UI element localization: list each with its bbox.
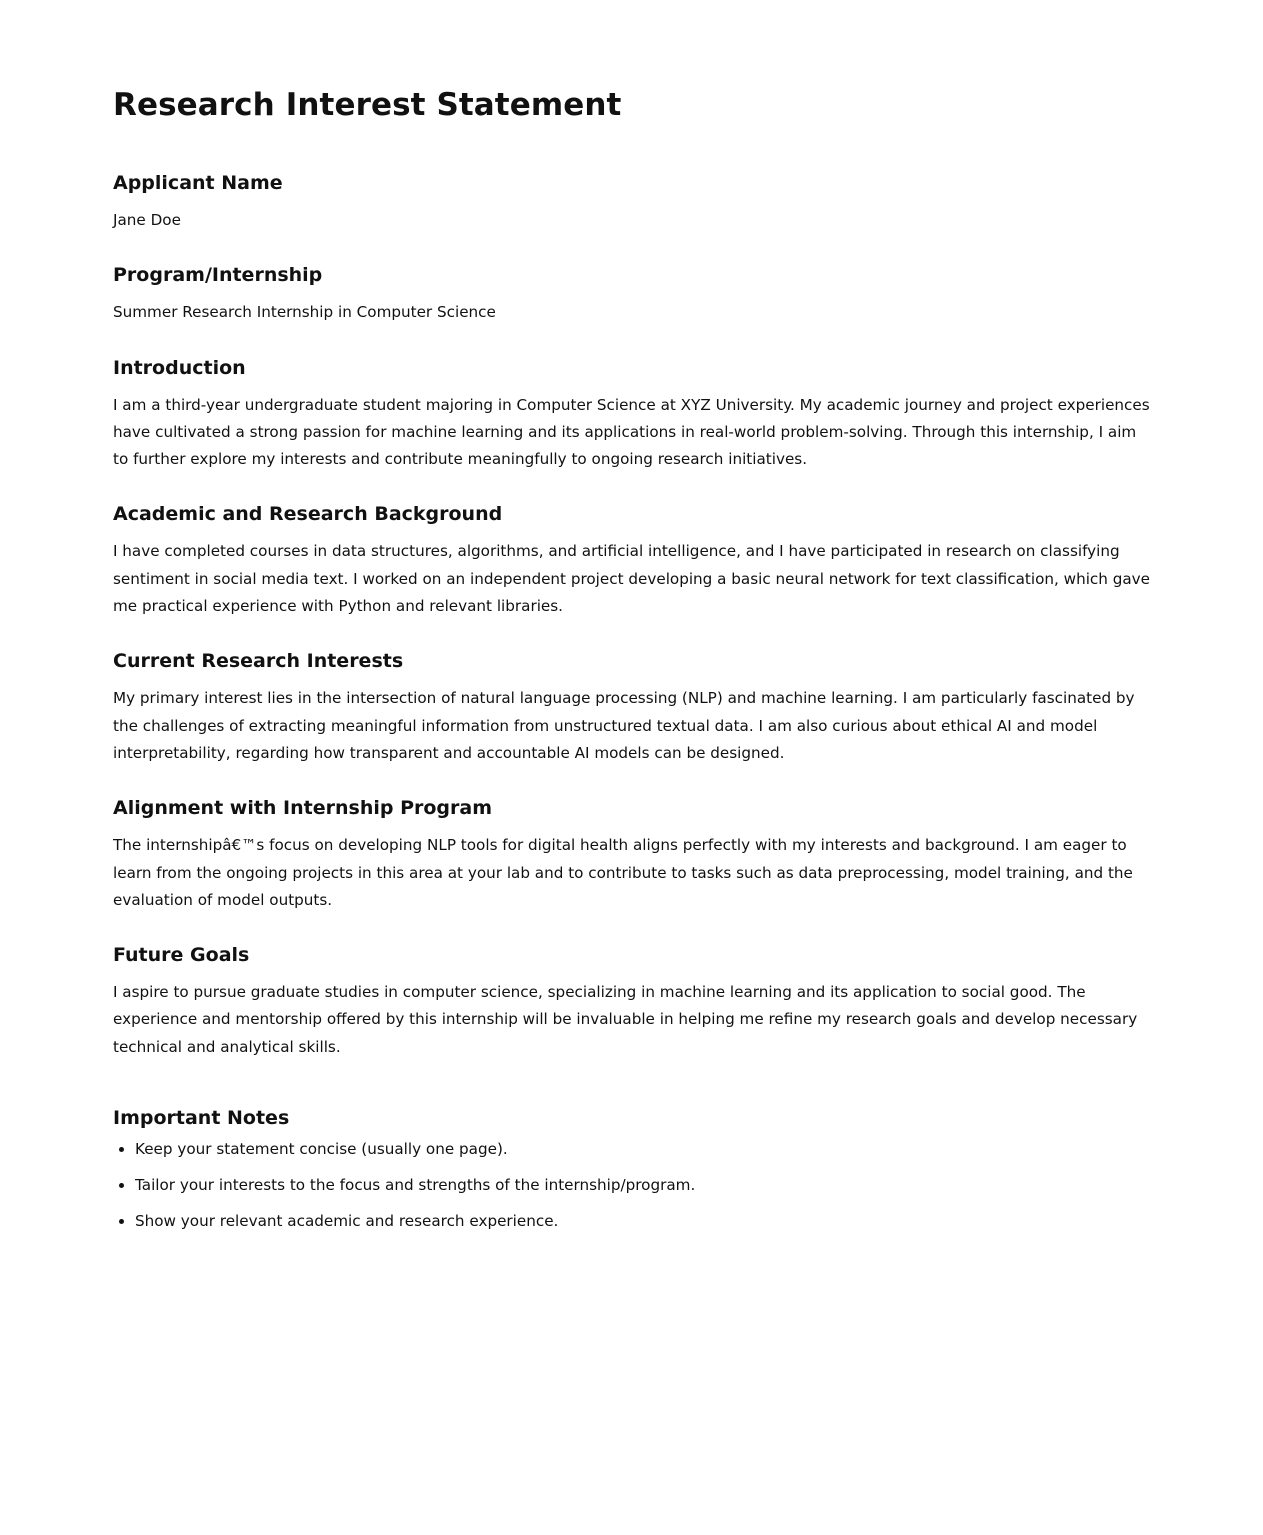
program-section xyxy=(113,262,1153,326)
page-title: Research Interest Statement xyxy=(113,87,622,123)
list-item: • Show your relevant academic and research experience. xyxy=(135,1211,1153,1231)
notes-section xyxy=(113,1105,1153,1231)
list-item: • Keep your statement concise (usually one page). xyxy=(135,1139,1153,1159)
program-name: Summer Research Internship in Computer Science xyxy=(113,303,496,322)
notes-clip xyxy=(113,1139,1153,1231)
introduction-heading: Introduction xyxy=(113,356,246,379)
interests-heading: Current Research Interests xyxy=(113,650,404,673)
goals-section xyxy=(113,942,1153,1061)
alignment-section xyxy=(113,795,1153,914)
notes-heading: Important Notes xyxy=(113,1107,290,1130)
document xyxy=(113,84,1153,1231)
applicant-heading: Applicant Name xyxy=(113,172,283,194)
interests-body: My primary interest lies in the intersection of natural language processing (NLP) and machine learning. I am particularly fascinated by the challenges of extracting meaningful information from unstructured textual data. I am also curious about ethical AI and model interpretability, regarding how transparent and accountable AI models can be designed. xyxy=(113,689,1135,762)
applicant-section xyxy=(113,170,1153,234)
alignment-heading: Alignment with Internship Program xyxy=(113,797,493,820)
applicant-name: Jane Doe xyxy=(113,211,181,229)
alignment-body: The internshipâ€™s focus on developing NLP tools for digital health aligns perfectly with my interests and background. I am eager to learn from the ongoing projects in this area at your lab and to contribute to tasks such as data preprocessing, model training, and the evaluation of model outputs. xyxy=(113,836,1133,909)
program-heading: Program/Internship xyxy=(113,264,323,287)
goals-heading: Future Goals xyxy=(113,944,250,967)
list-item: • Tailor your interests to the focus and strengths of the internship/program. xyxy=(135,1175,1153,1195)
background-heading: Academic and Research Background xyxy=(113,503,503,526)
notes-list xyxy=(113,1139,1153,1231)
introduction-body: I am a third-year undergraduate student majoring in Computer Science at XYZ University. My academic journey and project experiences have cultivated a strong passion for machine learning and its applications in real-world problem-solving. Through this internship, I aim to further explore my interests and contribute meaningfully to ongoing research initiatives. xyxy=(113,395,1150,469)
interests-section xyxy=(113,648,1153,767)
background-section xyxy=(113,501,1153,620)
introduction-section xyxy=(113,355,1153,474)
goals-body: I aspire to pursue graduate studies in computer science, specializing in machine learning and its application to social good. The experience and mentorship offered by this internship will be invaluable in helping me refine my research goals and develop necessary technical and analytical skills. xyxy=(113,983,1138,1056)
background-body: I have completed courses in data structures, algorithms, and artificial intelligence, and I have participated in research on classifying sentiment in social media text. I worked on an independent project developing a basic neural network for text classification, which gave me practical experience with Python and relevant libraries. xyxy=(113,542,1150,616)
